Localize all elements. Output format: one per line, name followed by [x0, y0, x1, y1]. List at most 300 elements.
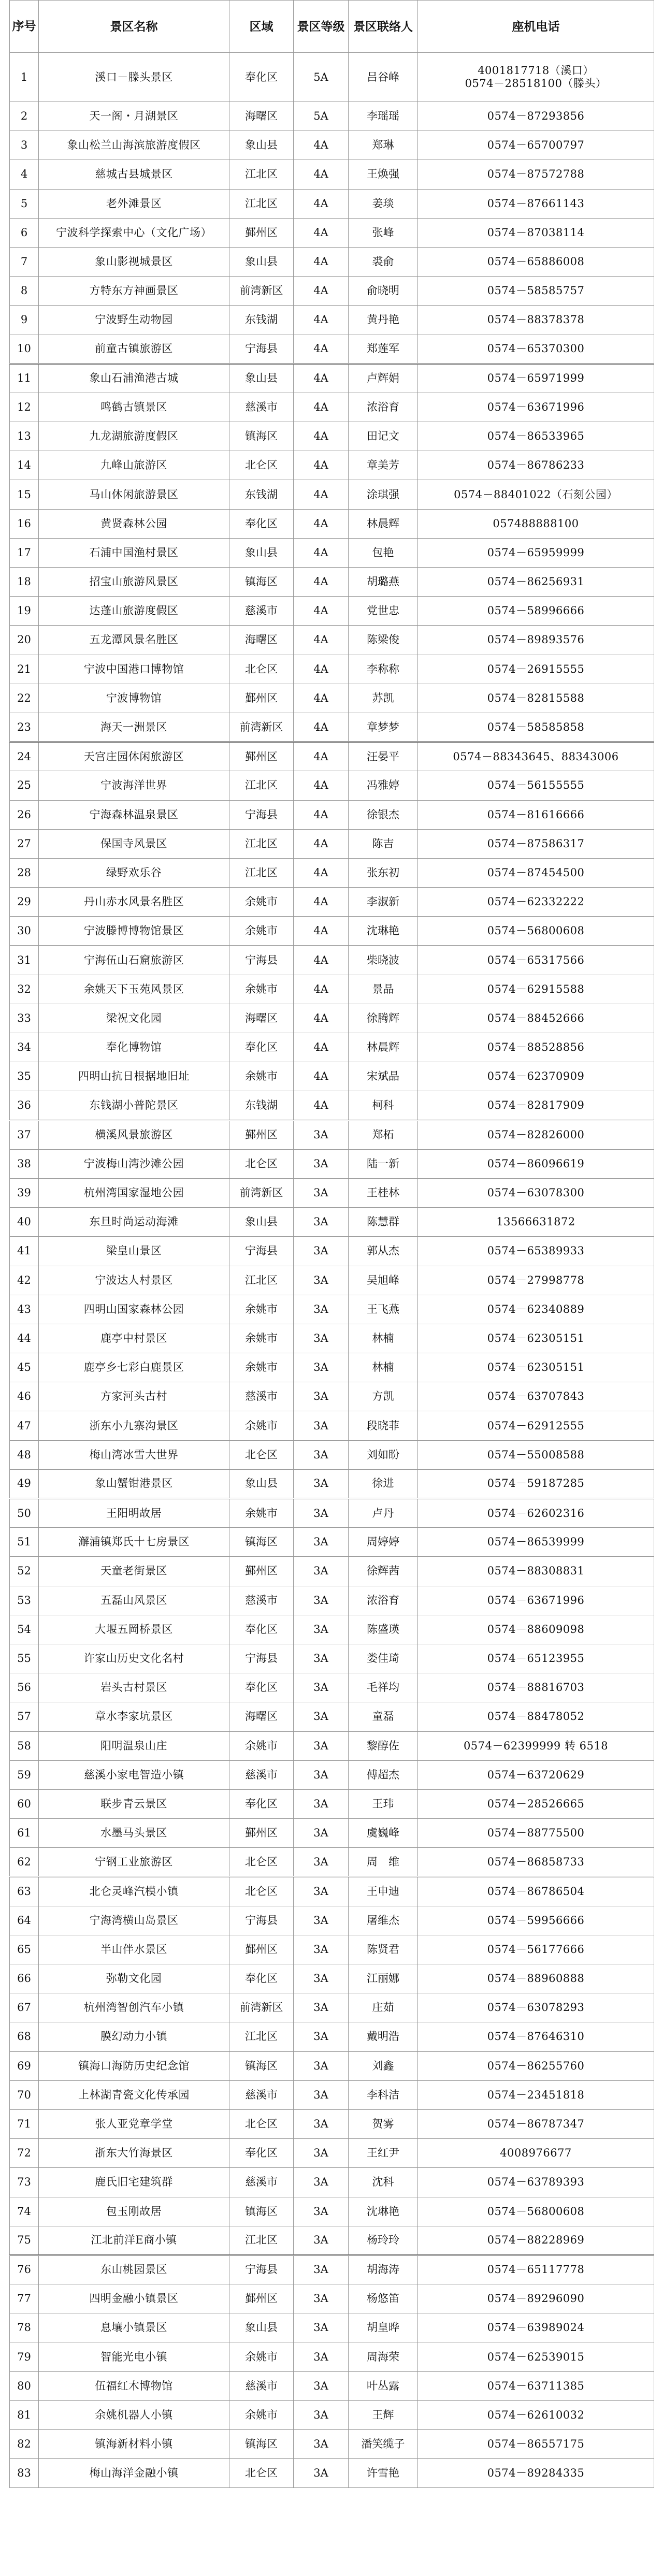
cell-seq: 82: [10, 2430, 39, 2459]
cell-seq: 50: [10, 1499, 39, 1528]
cell-seq: 17: [10, 538, 39, 567]
cell-level: 3A: [294, 1644, 349, 1673]
cell-region: 鄞州区: [229, 218, 294, 247]
phone-number: 0574－88609098: [487, 1623, 585, 1636]
table-row: [10, 2342, 654, 2371]
cell-contact: 章梦梦: [349, 713, 418, 742]
cell-phone: [418, 53, 654, 102]
cell-name: 黄贤森林公园: [39, 509, 229, 538]
cell-seq: 41: [10, 1237, 39, 1266]
table-row: [10, 277, 654, 306]
cell-seq: 5: [10, 189, 39, 218]
phone-number: 0574－28526665: [487, 1797, 585, 1810]
table-row: [10, 2139, 654, 2168]
cell-level: 3A: [294, 2342, 349, 2371]
cell-level: 4A: [294, 684, 349, 713]
cell-name: 宁波中国港口博物馆: [39, 655, 229, 684]
cell-contact: 党世忠: [349, 597, 418, 626]
phone-number: 0574－86557175: [487, 2438, 585, 2451]
cell-name: 方家河头古村: [39, 1382, 229, 1411]
cell-seq: 58: [10, 1731, 39, 1760]
cell-level: 3A: [294, 1673, 349, 1702]
cell-level: 4A: [294, 1091, 349, 1120]
cell-region: 象山县: [229, 538, 294, 567]
cell-seq: 34: [10, 1033, 39, 1062]
cell-seq: 75: [10, 2226, 39, 2255]
phone-number: 0574－58996666: [487, 604, 585, 617]
cell-region: 象山县: [229, 1208, 294, 1237]
cell-level: 3A: [294, 2459, 349, 2488]
cell-name: 宁波梅山湾沙滩公园: [39, 1149, 229, 1178]
cell-name: 梅山湾冰雪大世界: [39, 1440, 229, 1469]
cell-name: 宁海湾横山岛景区: [39, 1906, 229, 1935]
table-row: [10, 2226, 654, 2255]
table-row: [10, 1469, 654, 1498]
cell-contact: 吴旭峰: [349, 1266, 418, 1295]
cell-phone: [418, 1062, 654, 1091]
cell-phone: [418, 771, 654, 800]
cell-region: 奉化区: [229, 1964, 294, 1993]
phone-number: 0574－88960888: [487, 1972, 585, 1985]
cell-phone: [418, 1411, 654, 1440]
table-row: [10, 1120, 654, 1149]
cell-seq: 23: [10, 713, 39, 742]
cell-name: 梁祝文化园: [39, 1004, 229, 1033]
cell-level: 4A: [294, 1004, 349, 1033]
header-region: 区域: [229, 1, 294, 53]
table-row: [10, 1208, 654, 1237]
cell-level: 4A: [294, 597, 349, 626]
cell-name: 五龙潭风景名胜区: [39, 626, 229, 655]
phone-number: 0574－88308831: [487, 1565, 585, 1578]
table-row: [10, 946, 654, 975]
cell-region: 北仑区: [229, 1149, 294, 1178]
cell-phone: [418, 917, 654, 946]
cell-contact: 胡海涛: [349, 2255, 418, 2284]
phone-number: 0574－82815588: [487, 691, 585, 704]
cell-seq: 77: [10, 2284, 39, 2313]
cell-seq: 16: [10, 509, 39, 538]
cell-contact: 王红尹: [349, 2139, 418, 2168]
cell-level: 3A: [294, 1935, 349, 1964]
table-row: [10, 2284, 654, 2313]
cell-region: 北仑区: [229, 2109, 294, 2138]
cell-seq: 3: [10, 131, 39, 160]
cell-region: 慈溪市: [229, 2080, 294, 2109]
cell-seq: 51: [10, 1528, 39, 1557]
cell-contact: 毛祥均: [349, 1673, 418, 1702]
cell-name: 章水李家坑景区: [39, 1702, 229, 1731]
cell-seq: 33: [10, 1004, 39, 1033]
header-seq: 序号: [10, 1, 39, 53]
cell-region: 余姚市: [229, 1411, 294, 1440]
cell-phone: [418, 1789, 654, 1818]
phone-number: 0574－63720629: [487, 1768, 585, 1781]
cell-seq: 45: [10, 1353, 39, 1382]
phone-number: 4001817718（溪口）: [478, 64, 594, 77]
cell-level: 3A: [294, 2371, 349, 2400]
cell-contact: 童磊: [349, 1702, 418, 1731]
phone-number: 0574－56800608: [487, 924, 585, 937]
phone-number: 0574－89893576: [487, 633, 585, 646]
cell-contact: 沈科: [349, 2168, 418, 2197]
cell-region: 镇海区: [229, 2051, 294, 2080]
cell-contact: 郑莲军: [349, 335, 418, 364]
cell-name: 招宝山旅游风景区: [39, 568, 229, 597]
cell-seq: 80: [10, 2371, 39, 2400]
cell-region: 余姚市: [229, 1499, 294, 1528]
cell-level: 3A: [294, 2051, 349, 2080]
cell-name: 浙东小九寨沟景区: [39, 1411, 229, 1440]
cell-name: 宁波达人村景区: [39, 1266, 229, 1295]
cell-region: 镇海区: [229, 422, 294, 451]
phone-number: 0574－28518100（滕头）: [465, 77, 607, 90]
table-row: [10, 1789, 654, 1818]
cell-name: 前童古镇旅游区: [39, 335, 229, 364]
cell-phone: [418, 1906, 654, 1935]
phone-number: 0574－63789393: [487, 2176, 585, 2189]
cell-name: 九龙湖旅游度假区: [39, 422, 229, 451]
table-row: [10, 2051, 654, 2080]
cell-name: 四明山抗日根据地旧址: [39, 1062, 229, 1091]
phone-number: 0574－65886008: [487, 255, 585, 268]
cell-region: 鄞州区: [229, 1935, 294, 1964]
cell-phone: [418, 1877, 654, 1906]
cell-level: 3A: [294, 1615, 349, 1644]
cell-phone: [418, 1091, 654, 1120]
phone-number: 0574－87038114: [487, 226, 585, 239]
table-row: [10, 1237, 654, 1266]
cell-region: 象山县: [229, 131, 294, 160]
cell-seq: 24: [10, 742, 39, 771]
cell-contact: 屠维杰: [349, 1906, 418, 1935]
cell-phone: [418, 277, 654, 306]
cell-phone: [418, 2459, 654, 2488]
cell-level: 4A: [294, 771, 349, 800]
table-row: [10, 975, 654, 1004]
cell-phone: [418, 2168, 654, 2197]
table-row: [10, 684, 654, 713]
cell-phone: [418, 1964, 654, 1993]
cell-level: 3A: [294, 2400, 349, 2429]
cell-contact: 徐辉茜: [349, 1557, 418, 1586]
table-row: [10, 568, 654, 597]
table-row: [10, 189, 654, 218]
cell-name: 象山影视城景区: [39, 247, 229, 276]
cell-level: 3A: [294, 1964, 349, 1993]
cell-region: 宁海县: [229, 1644, 294, 1673]
cell-region: 余姚市: [229, 1062, 294, 1091]
cell-level: 3A: [294, 1702, 349, 1731]
phone-number: 0574－63078293: [487, 2001, 585, 2014]
cell-region: 前湾新区: [229, 713, 294, 742]
table-row: [10, 1993, 654, 2022]
phone-number: 0574－63671996: [487, 1594, 585, 1607]
cell-phone: [418, 1557, 654, 1586]
phone-number: 0574－65123955: [487, 1652, 585, 1665]
cell-name: 浙东大竹海景区: [39, 2139, 229, 2168]
cell-phone: [418, 393, 654, 422]
phone-number: 057488888100: [493, 517, 579, 530]
cell-contact: 浓浴育: [349, 1586, 418, 1615]
cell-region: 余姚市: [229, 2400, 294, 2429]
cell-contact: 方凯: [349, 1382, 418, 1411]
header-phone: 座机电话: [418, 1, 654, 53]
phone-number: 0574－58585858: [487, 720, 585, 733]
cell-level: 3A: [294, 1178, 349, 1207]
cell-contact: 江丽娜: [349, 1964, 418, 1993]
cell-name: 镇海口海防历史纪念馆: [39, 2051, 229, 2080]
cell-seq: 25: [10, 771, 39, 800]
cell-contact: 贺雾: [349, 2109, 418, 2138]
phone-number: 0574－56155555: [487, 779, 585, 792]
cell-phone: [418, 888, 654, 917]
cell-region: 前湾新区: [229, 277, 294, 306]
cell-phone: [418, 1499, 654, 1528]
cell-level: 4A: [294, 1033, 349, 1062]
cell-region: 海曙区: [229, 626, 294, 655]
cell-name: 石浦中国渔村景区: [39, 538, 229, 567]
cell-seq: 73: [10, 2168, 39, 2197]
cell-contact: 杨玲玲: [349, 2226, 418, 2255]
phone-number: 0574－86858733: [487, 1855, 585, 1868]
cell-contact: 王辉: [349, 2400, 418, 2429]
phone-number: 0574－89284335: [487, 2467, 585, 2480]
cell-phone: [418, 1382, 654, 1411]
cell-contact: 陈盛瑛: [349, 1615, 418, 1644]
table-row: [10, 364, 654, 393]
cell-name: 九峰山旅游区: [39, 451, 229, 480]
cell-seq: 76: [10, 2255, 39, 2284]
table-row: [10, 1353, 654, 1382]
cell-name: 宁海森林温泉景区: [39, 800, 229, 829]
cell-seq: 59: [10, 1760, 39, 1789]
cell-contact: 王飞燕: [349, 1295, 418, 1324]
table-row: [10, 858, 654, 887]
phone-number: 0574－62539015: [487, 2350, 585, 2363]
cell-level: 4A: [294, 858, 349, 887]
table-row: [10, 2109, 654, 2138]
cell-phone: [418, 1673, 654, 1702]
cell-phone: [418, 1237, 654, 1266]
cell-level: 3A: [294, 2430, 349, 2459]
cell-region: 余姚市: [229, 1295, 294, 1324]
phone-number: 0574－65971999: [487, 372, 585, 385]
cell-level: 5A: [294, 102, 349, 131]
cell-contact: 沈琳艳: [349, 2197, 418, 2226]
cell-level: 4A: [294, 306, 349, 335]
cell-contact: 李称称: [349, 655, 418, 684]
table-row: [10, 102, 654, 131]
cell-phone: [418, 306, 654, 335]
cell-contact: 傅超杰: [349, 1760, 418, 1789]
cell-level: 4A: [294, 509, 349, 538]
cell-level: 4A: [294, 422, 349, 451]
phone-number: 0574－86539999: [487, 1536, 585, 1549]
cell-name: 杭州湾智创汽车小镇: [39, 1993, 229, 2022]
table-row: [10, 1266, 654, 1295]
cell-phone: [418, 800, 654, 829]
cell-region: 东钱湖: [229, 1091, 294, 1120]
cell-level: 3A: [294, 1877, 349, 1906]
cell-name: 东钱湖小普陀景区: [39, 1091, 229, 1120]
cell-phone: [418, 2197, 654, 2226]
table-header-row: [10, 1, 654, 53]
cell-level: 4A: [294, 742, 349, 771]
phone-number: 0574－63989024: [487, 2321, 585, 2334]
cell-phone: [418, 451, 654, 480]
cell-name: 包玉刚故居: [39, 2197, 229, 2226]
cell-region: 奉化区: [229, 2139, 294, 2168]
cell-name: 半山伴水景区: [39, 1935, 229, 1964]
phone-number: 0574－56800608: [487, 2205, 585, 2218]
cell-phone: [418, 713, 654, 742]
cell-name: 许家山历史文化名村: [39, 1644, 229, 1673]
table-row: [10, 1964, 654, 1993]
cell-phone: [418, 218, 654, 247]
cell-seq: 42: [10, 1266, 39, 1295]
table-row: [10, 2168, 654, 2197]
cell-name: 江北前洋E商小镇: [39, 2226, 229, 2255]
phone-number: 0574－87661143: [487, 197, 585, 210]
cell-region: 东钱湖: [229, 480, 294, 509]
cell-level: 4A: [294, 626, 349, 655]
phone-number: 0574－62912555: [487, 1419, 585, 1432]
cell-phone: [418, 247, 654, 276]
cell-seq: 72: [10, 2139, 39, 2168]
cell-name: 东旦时尚运动海滩: [39, 1208, 229, 1237]
cell-phone: [418, 1848, 654, 1877]
table-row: [10, 451, 654, 480]
cell-phone: [418, 1528, 654, 1557]
cell-phone: [418, 335, 654, 364]
cell-level: 3A: [294, 1295, 349, 1324]
cell-phone: [418, 2313, 654, 2342]
cell-phone: [418, 568, 654, 597]
cell-contact: 裘俞: [349, 247, 418, 276]
cell-phone: [418, 1993, 654, 2022]
phone-number: 0574－59956666: [487, 1914, 585, 1927]
phone-number: 0574－65959999: [487, 546, 585, 559]
cell-name: 余姚天下玉苑风景区: [39, 975, 229, 1004]
cell-seq: 29: [10, 888, 39, 917]
cell-phone: [418, 1469, 654, 1498]
table-row: [10, 2430, 654, 2459]
cell-contact: 林楠: [349, 1324, 418, 1353]
cell-name: 五磊山风景区: [39, 1586, 229, 1615]
cell-level: 3A: [294, 1237, 349, 1266]
cell-seq: 15: [10, 480, 39, 509]
cell-level: 4A: [294, 480, 349, 509]
phone-number: 0574－88452666: [487, 1011, 585, 1024]
cell-level: 3A: [294, 1120, 349, 1149]
cell-seq: 71: [10, 2109, 39, 2138]
cell-contact: 娄佳琦: [349, 1644, 418, 1673]
cell-region: 慈溪市: [229, 393, 294, 422]
cell-region: 江北区: [229, 189, 294, 218]
cell-seq: 20: [10, 626, 39, 655]
cell-region: 北仑区: [229, 655, 294, 684]
cell-seq: 62: [10, 1848, 39, 1877]
cell-phone: [418, 538, 654, 567]
cell-phone: [418, 946, 654, 975]
cell-seq: 49: [10, 1469, 39, 1498]
cell-level: 3A: [294, 2109, 349, 2138]
phone-number: 0574－88401022（石刻公园）: [454, 488, 618, 501]
cell-name: 横溪风景旅游区: [39, 1120, 229, 1149]
cell-name: 奉化博物馆: [39, 1033, 229, 1062]
phone-number: 13566631872: [496, 1215, 575, 1228]
cell-name: 伍福红木博物馆: [39, 2371, 229, 2400]
cell-contact: 王桂林: [349, 1178, 418, 1207]
cell-seq: 78: [10, 2313, 39, 2342]
phone-number: 0574－62602316: [487, 1507, 585, 1519]
cell-region: 海曙区: [229, 1702, 294, 1731]
cell-region: 象山县: [229, 364, 294, 393]
table-row: [10, 131, 654, 160]
cell-phone: [418, 189, 654, 218]
phone-number: 0574－86256931: [487, 575, 585, 588]
cell-region: 象山县: [229, 1469, 294, 1498]
table-row: [10, 626, 654, 655]
table-row: [10, 655, 654, 684]
cell-level: 5A: [294, 53, 349, 102]
cell-region: 镇海区: [229, 1528, 294, 1557]
cell-region: 奉化区: [229, 1615, 294, 1644]
table-row: [10, 888, 654, 917]
cell-level: 3A: [294, 1789, 349, 1818]
table-row: [10, 538, 654, 567]
table-row: [10, 1760, 654, 1789]
cell-name: 大堰五岡桥景区: [39, 1615, 229, 1644]
table-row: [10, 2022, 654, 2051]
cell-seq: 27: [10, 829, 39, 858]
cell-level: 4A: [294, 829, 349, 858]
cell-level: 3A: [294, 2080, 349, 2109]
cell-seq: 18: [10, 568, 39, 597]
cell-level: 4A: [294, 975, 349, 1004]
cell-seq: 68: [10, 2022, 39, 2051]
cell-region: 慈溪市: [229, 1586, 294, 1615]
table-row: [10, 713, 654, 742]
cell-level: 3A: [294, 1586, 349, 1615]
phone-number: 0574－87293856: [487, 110, 585, 123]
cell-contact: 包艳: [349, 538, 418, 567]
cell-name: 息壤小镇景区: [39, 2313, 229, 2342]
cell-name: 老外滩景区: [39, 189, 229, 218]
cell-phone: [418, 422, 654, 451]
table-row: [10, 1935, 654, 1964]
cell-seq: 46: [10, 1382, 39, 1411]
cell-seq: 10: [10, 335, 39, 364]
cell-phone: [418, 1440, 654, 1469]
cell-name: 四明金融小镇景区: [39, 2284, 229, 2313]
cell-level: 3A: [294, 1557, 349, 1586]
cell-contact: 潘笑缆子: [349, 2430, 418, 2459]
cell-name: 宁波科学探索中心（文化广场）: [39, 218, 229, 247]
scenic-area-contact-table: [9, 0, 654, 2488]
cell-seq: 39: [10, 1178, 39, 1207]
cell-region: 镇海区: [229, 2430, 294, 2459]
cell-seq: 66: [10, 1964, 39, 1993]
cell-level: 3A: [294, 1731, 349, 1760]
table-row: [10, 829, 654, 858]
cell-contact: 浓浴育: [349, 393, 418, 422]
table-row: [10, 1906, 654, 1935]
cell-name: 王阳明故居: [39, 1499, 229, 1528]
cell-level: 3A: [294, 2168, 349, 2197]
cell-contact: 陆一新: [349, 1149, 418, 1178]
